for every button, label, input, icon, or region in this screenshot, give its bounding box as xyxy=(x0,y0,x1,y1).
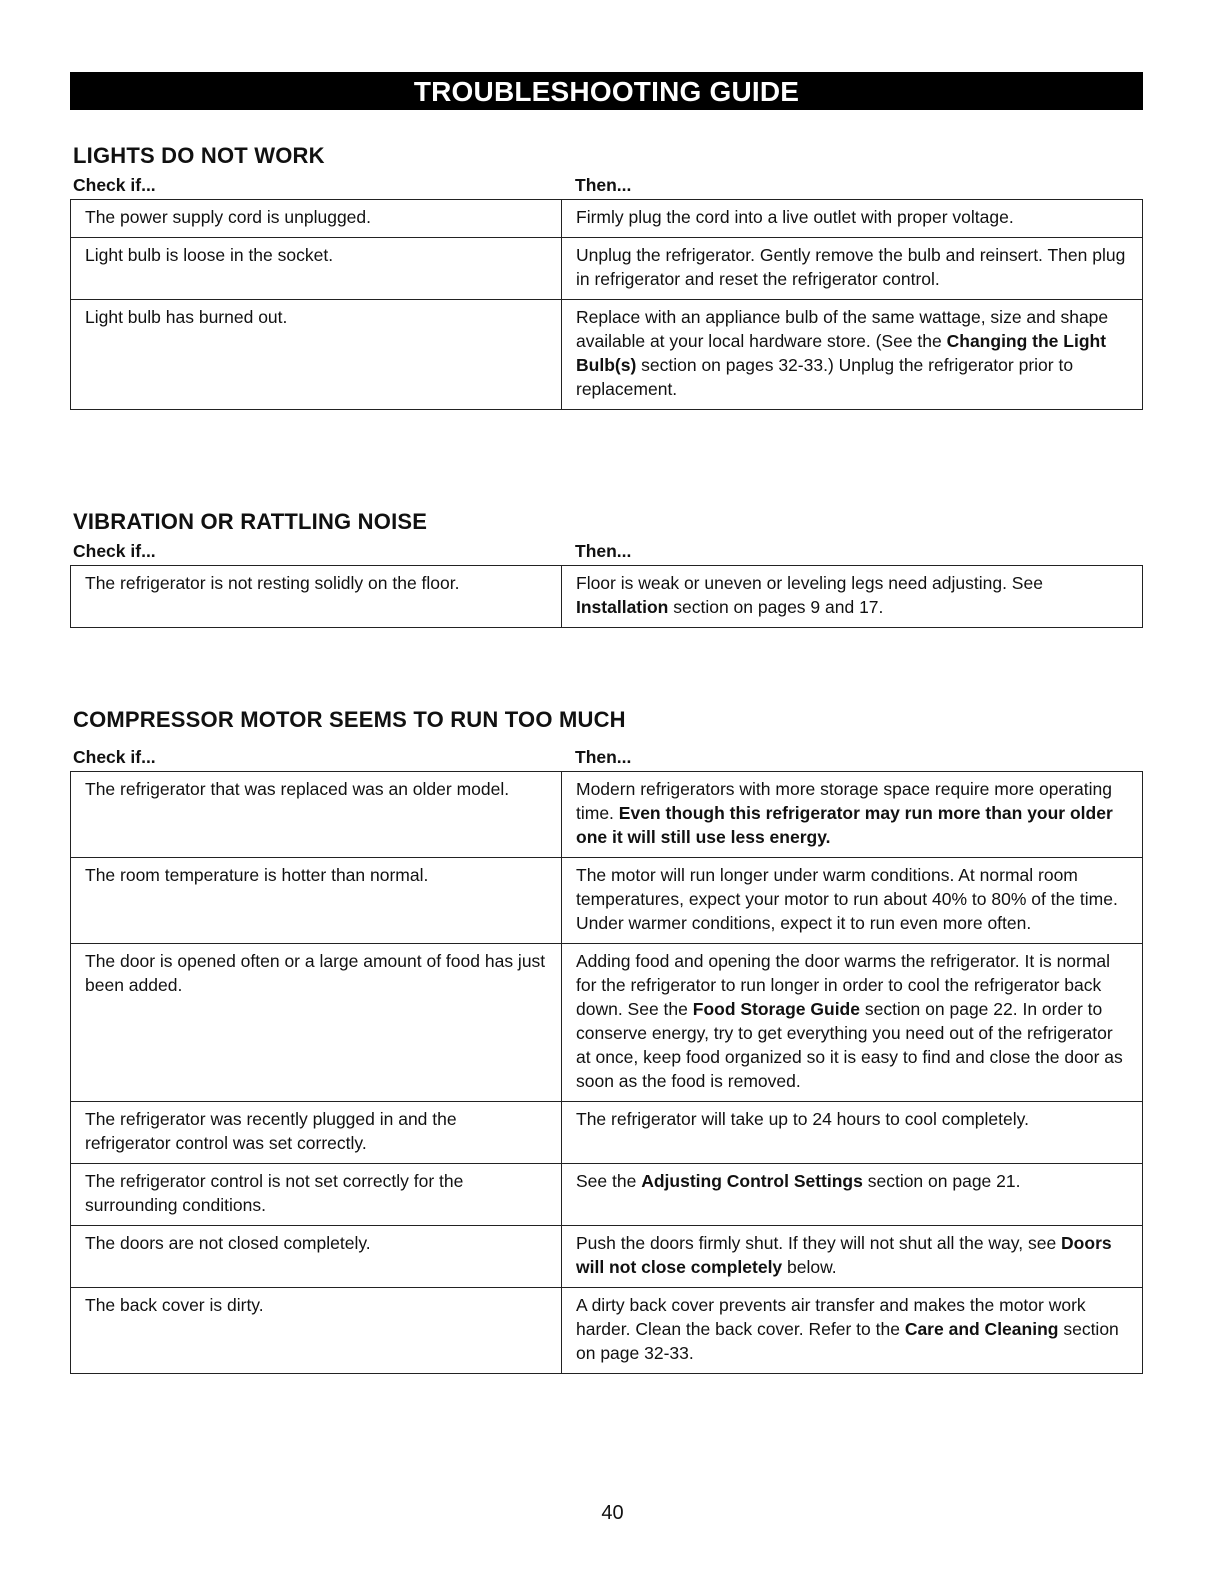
section-compressor xyxy=(70,707,1143,1374)
text-segment: section on pages 32-33.) Unplug the refrigerator prior to replacement. xyxy=(576,355,1074,399)
then-cell xyxy=(562,238,1143,300)
table-row xyxy=(71,772,1143,858)
then-cell xyxy=(562,1102,1143,1164)
bold-reference: Changing the Light Bulb(s) xyxy=(576,331,1107,375)
then-header: Then... xyxy=(575,541,632,561)
text-segment: Push the doors firmly shut. If they will not shut all the way, see xyxy=(576,1233,1062,1253)
text-segment: Modern refrigerators with more storage space require more operating time. xyxy=(576,779,1112,823)
section-title: LIGHTS DO NOT WORK xyxy=(73,143,325,168)
check-cell: Light bulb is loose in the socket. xyxy=(71,238,562,300)
check-header: Check if... xyxy=(73,175,156,195)
text-segment: A dirty back cover prevents air transfer and makes the motor work harder. Clean the back cover. Refer to the xyxy=(576,1295,1086,1339)
text-segment: Firmly plug the cord into a live outlet with proper voltage. xyxy=(576,207,1014,227)
text-segment: section on page 22. In order to conserve energy, try to get everything you need out of the refrigerator at once, keep food organized so it is easy to find and close the door as soon as the food is removed. xyxy=(576,999,1123,1091)
then-cell xyxy=(562,772,1143,858)
text-segment: below. xyxy=(782,1257,837,1277)
troubleshoot-table xyxy=(70,771,1143,1374)
section-title: COMPRESSOR MOTOR SEEMS TO RUN TOO MUCH xyxy=(73,707,626,732)
text-segment: Replace with an appliance bulb of the same wattage, size and shape available at your local hardware store. (See the xyxy=(576,307,1109,351)
table-row xyxy=(71,566,1143,628)
section-lights xyxy=(70,143,1143,410)
table-row xyxy=(71,944,1143,1102)
text-segment: The motor will run longer under warm conditions. At normal room temperatures, expect your motor to run about 40% to 80% of the time. Under warmer conditions, expect it to run even more often. xyxy=(576,865,1118,933)
table-row xyxy=(71,1164,1143,1226)
bold-reference: Food Storage Guide xyxy=(692,999,860,1019)
check-cell: The room temperature is hotter than normal. xyxy=(71,858,562,944)
table-row xyxy=(71,1102,1143,1164)
then-cell xyxy=(562,300,1143,410)
text-segment: The refrigerator will take up to 24 hours to cool completely. xyxy=(576,1109,1029,1129)
text-segment: Floor is weak or uneven or leveling legs need adjusting. See xyxy=(576,573,1043,593)
check-cell: The doors are not closed completely. xyxy=(71,1226,562,1288)
then-header: Then... xyxy=(575,175,632,195)
then-cell xyxy=(562,200,1143,238)
bold-reference: Doors will not close completely xyxy=(576,1233,1112,1277)
text-segment: section on page 21. xyxy=(862,1171,1021,1191)
table-row xyxy=(71,200,1143,238)
check-cell: The back cover is dirty. xyxy=(71,1288,562,1374)
check-cell: Light bulb has burned out. xyxy=(71,300,562,410)
table-row xyxy=(71,1226,1143,1288)
check-cell: The refrigerator is not resting solidly on the floor. xyxy=(71,566,562,628)
text-segment: See the xyxy=(576,1171,642,1191)
then-cell xyxy=(562,944,1143,1102)
troubleshoot-table xyxy=(70,199,1143,410)
then-cell xyxy=(562,1226,1143,1288)
table-row xyxy=(71,238,1143,300)
troubleshoot-table xyxy=(70,565,1143,628)
table-row xyxy=(71,300,1143,410)
then-cell xyxy=(562,1288,1143,1374)
section-title: VIBRATION OR RATTLING NOISE xyxy=(73,509,428,534)
then-cell xyxy=(562,858,1143,944)
check-cell: The refrigerator control is not set correctly for the surrounding conditions. xyxy=(71,1164,562,1226)
table-row xyxy=(71,1288,1143,1374)
bold-reference: Care and Cleaning xyxy=(904,1319,1059,1339)
check-header: Check if... xyxy=(73,747,156,767)
page-banner: TROUBLESHOOTING GUIDE xyxy=(70,72,1143,110)
check-cell: The door is opened often or a large amount of food has just been added. xyxy=(71,944,562,1102)
then-cell xyxy=(562,1164,1143,1226)
text-segment: Adding food and opening the door warms the refrigerator. It is normal for the refrigerator to run longer in order to cool the refrigerator back down. See the xyxy=(576,951,1111,1019)
check-cell: The power supply cord is unplugged. xyxy=(71,200,562,238)
page-number: 40 xyxy=(601,1502,624,1524)
section-vibration xyxy=(70,509,1143,628)
then-header: Then... xyxy=(575,747,632,767)
check-header: Check if... xyxy=(73,541,156,561)
bold-reference: Installation xyxy=(576,597,669,617)
bold-reference: Even though this refrigerator may run more than your older one it will still use less energy. xyxy=(576,803,1113,847)
then-cell xyxy=(562,566,1143,628)
table-row xyxy=(71,858,1143,944)
bold-reference: Adjusting Control Settings xyxy=(641,1171,863,1191)
text-segment: Unplug the refrigerator. Gently remove the bulb and reinsert. Then plug in refrigerator and reset the refrigerator control. xyxy=(576,245,1126,289)
text-segment: section on page 32-33. xyxy=(576,1319,1119,1363)
text-segment: section on pages 9 and 17. xyxy=(668,597,884,617)
check-cell: The refrigerator that was replaced was an older model. xyxy=(71,772,562,858)
check-cell: The refrigerator was recently plugged in and the refrigerator control was set correctly. xyxy=(71,1102,562,1164)
